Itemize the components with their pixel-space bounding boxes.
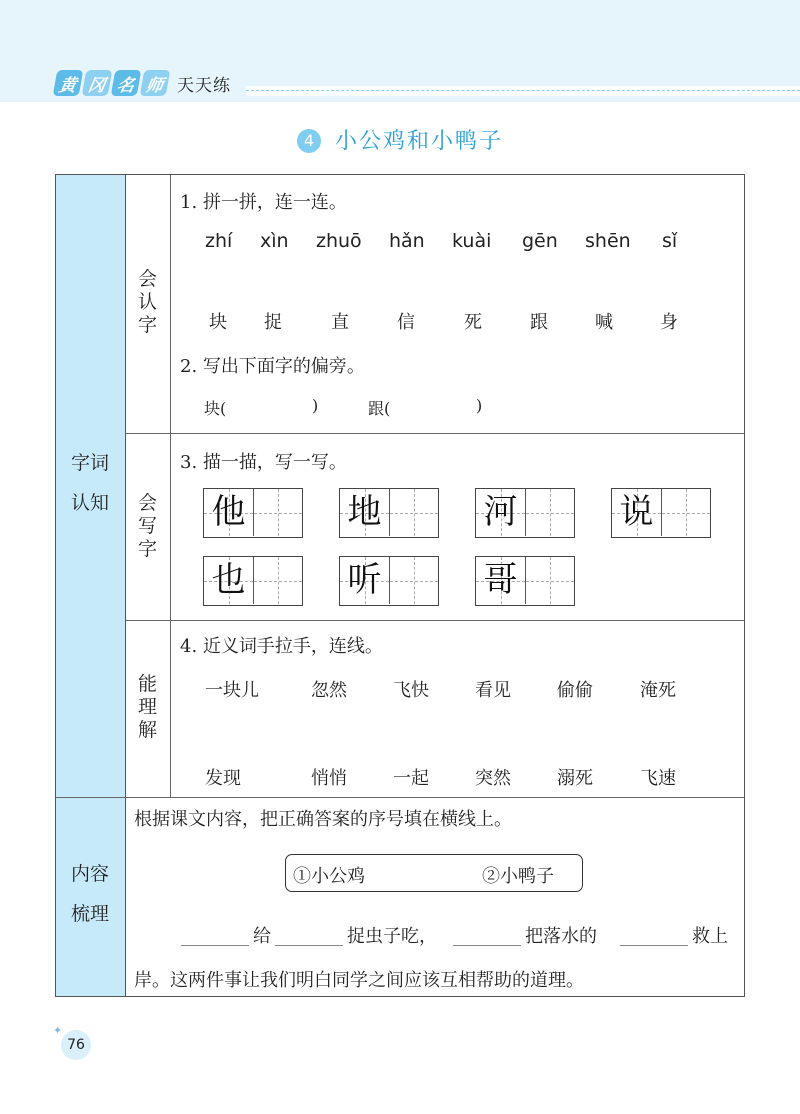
trace-char: 哥 — [483, 560, 518, 600]
header-dashed-divider — [246, 86, 800, 96]
writing-grid — [611, 488, 711, 538]
pinyin-item[interactable]: hǎn — [389, 230, 425, 252]
pinyin-item[interactable]: zhí — [205, 230, 233, 252]
grid-cell-blank[interactable] — [253, 557, 302, 604]
grid-cell — [204, 489, 253, 536]
synonym-bottom-item[interactable]: 一起 — [393, 768, 429, 789]
label-char: 会 — [137, 492, 157, 514]
label-line: 内容 — [70, 863, 109, 885]
synonym-bottom-item[interactable]: 发现 — [205, 768, 241, 789]
category-label-word-cognition — [55, 443, 125, 523]
char-item[interactable]: 直 — [331, 312, 349, 333]
synonym-top-item[interactable]: 忽然 — [311, 680, 347, 701]
answer-blank[interactable] — [275, 925, 343, 946]
pinyin-item[interactable]: gēn — [522, 230, 558, 252]
synonym-top-item[interactable]: 偷偷 — [557, 680, 593, 701]
radical-answer-blank[interactable] — [238, 396, 308, 416]
char-item[interactable]: 捉 — [264, 312, 282, 333]
brand-subtitle: 天天练 — [177, 75, 231, 96]
option-item: ①小公鸡 — [293, 866, 365, 887]
paren-open: ( — [384, 399, 391, 418]
sentence-part: 救上 — [692, 926, 728, 947]
label-char: 解 — [137, 719, 157, 741]
synonym-top-item[interactable]: 飞快 — [393, 680, 429, 701]
label-line: 认知 — [70, 492, 109, 514]
grid-cell — [340, 557, 389, 604]
grid-cell-blank[interactable] — [525, 489, 574, 536]
label-char: 字 — [137, 314, 157, 336]
grid-cell-blank[interactable] — [525, 557, 574, 604]
label-char: 认 — [137, 291, 157, 313]
paren-open: ( — [220, 399, 227, 418]
radical-char: 块 — [204, 399, 221, 418]
writing-grid — [203, 556, 303, 606]
char-item[interactable]: 跟 — [530, 312, 548, 333]
radical-item-label — [204, 396, 226, 419]
brand-tile: 冈 — [82, 70, 113, 96]
label-char: 写 — [137, 515, 157, 537]
pinyin-item[interactable]: sǐ — [662, 230, 678, 252]
synonym-bottom-item[interactable]: 飞速 — [640, 768, 676, 789]
lesson-title-text: 小公鸡和小鸭子 — [334, 129, 503, 154]
char-item[interactable]: 喊 — [595, 312, 613, 333]
answer-blank[interactable] — [453, 925, 521, 946]
trace-char: 地 — [347, 492, 382, 532]
grid-cell — [476, 557, 525, 604]
label-char: 能 — [137, 673, 157, 695]
q5-prompt: 根据课文内容，把正确答案的序号填在横线上。 — [134, 809, 512, 830]
label-char: 字 — [137, 538, 157, 560]
answer-blank[interactable] — [181, 925, 249, 946]
label-char: 理 — [137, 696, 157, 718]
page-number: 76 — [61, 1030, 91, 1060]
q1-prompt: 1. 拼一拼，连一连。 — [180, 192, 347, 213]
char-item[interactable]: 信 — [397, 312, 415, 333]
sentence-part: 捉虫子吃， — [347, 926, 437, 947]
char-item[interactable]: 身 — [660, 312, 678, 333]
trace-char: 也 — [211, 560, 246, 600]
divider — [170, 175, 171, 797]
char-item[interactable]: 死 — [464, 312, 482, 333]
sentence-part: 把落水的 — [525, 926, 597, 947]
writing-grid — [203, 488, 303, 538]
paren-close: ) — [312, 396, 319, 415]
q3-prompt: 3. 描一描，写一写。 — [180, 452, 347, 473]
writing-grid — [475, 488, 575, 538]
brand-tile: 名 — [111, 70, 142, 96]
radical-char: 跟 — [368, 399, 385, 418]
grid-cell-blank[interactable] — [389, 489, 438, 536]
trace-char: 他 — [211, 492, 246, 532]
writing-grid — [475, 556, 575, 606]
grid-cell — [204, 557, 253, 604]
sparkle-icon: ✦ — [53, 1024, 63, 1037]
pinyin-item[interactable]: kuài — [452, 230, 492, 252]
synonym-bottom-item[interactable]: 悄悄 — [311, 768, 347, 789]
sublabel-write — [125, 492, 170, 561]
pinyin-item[interactable]: zhuō — [316, 230, 362, 252]
grid-cell — [612, 489, 661, 536]
q2-prompt: 2. 写出下面字的偏旁。 — [180, 356, 365, 377]
pinyin-item[interactable]: xìn — [260, 230, 289, 252]
label-line: 梳理 — [70, 903, 109, 925]
synonym-top-item[interactable]: 看见 — [475, 680, 511, 701]
synonym-top-item[interactable]: 淹死 — [640, 680, 676, 701]
grid-cell-blank[interactable] — [253, 489, 302, 536]
paren-close: ) — [476, 396, 483, 415]
grid-cell-blank[interactable] — [389, 557, 438, 604]
radical-answer-blank[interactable] — [402, 396, 472, 416]
synonym-bottom-item[interactable]: 突然 — [475, 768, 511, 789]
divider — [56, 797, 744, 798]
divider — [126, 433, 744, 434]
trace-char: 听 — [347, 560, 382, 600]
radical-item-label — [368, 396, 390, 419]
label-line: 字词 — [70, 452, 109, 474]
trace-char: 河 — [483, 492, 518, 532]
brand-tile: 黄 — [53, 70, 84, 96]
lesson-number-badge: 4 — [297, 129, 321, 153]
brand-logo — [55, 70, 231, 96]
divider — [126, 620, 744, 621]
grid-cell-blank[interactable] — [661, 489, 710, 536]
answer-blank[interactable] — [620, 925, 688, 946]
char-item[interactable]: 块 — [209, 312, 227, 333]
grid-cell — [476, 489, 525, 536]
sentence-part: 给 — [253, 926, 271, 947]
brand-tile: 师 — [140, 70, 171, 96]
sublabel-understand — [125, 673, 170, 742]
trace-char: 说 — [619, 492, 654, 532]
sentence-line-2: 岸。这两件事让我们明白同学之间应该互相帮助的道理。 — [134, 970, 584, 991]
lesson-title — [0, 124, 800, 155]
pinyin-item[interactable]: shēn — [585, 230, 631, 252]
label-char: 会 — [137, 268, 157, 290]
writing-grid — [339, 556, 439, 606]
grid-cell — [340, 489, 389, 536]
option-item: ②小鸭子 — [482, 866, 554, 887]
synonym-top-item[interactable]: 一块儿 — [205, 680, 259, 701]
writing-grid — [339, 488, 439, 538]
q4-prompt: 4. 近义词手拉手，连线。 — [180, 636, 383, 657]
category-label-content-sorting — [55, 854, 125, 934]
synonym-bottom-item[interactable]: 溺死 — [557, 768, 593, 789]
sublabel-recognize — [125, 268, 170, 337]
